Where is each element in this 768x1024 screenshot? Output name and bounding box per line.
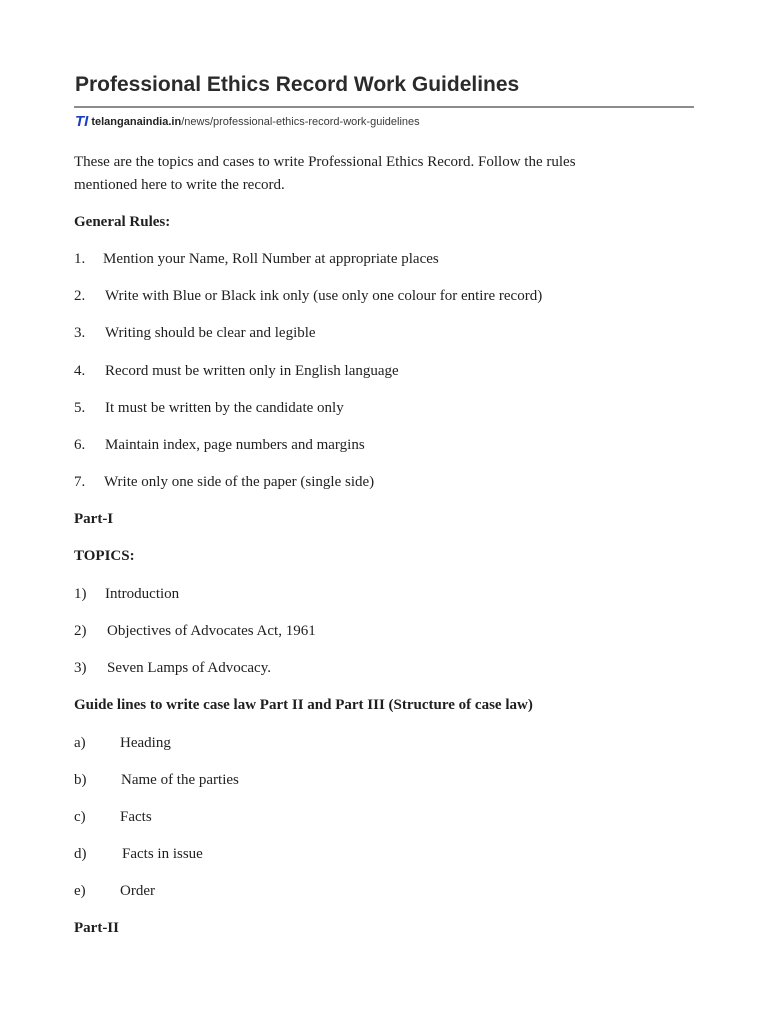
list-item-text: Write with Blue or Black ink only (use only one colour for entire record): [105, 288, 543, 304]
case-law-guidelines-heading: Guide lines to write case law Part II and Part III (Structure of case law): [74, 697, 533, 713]
intro-line-1: These are the topics and cases to write Professional Ethics Record. Follow the rules: [74, 154, 576, 170]
list-item-text: Maintain index, page numbers and margins: [105, 437, 365, 453]
list-item-number: b): [74, 772, 87, 788]
list-item-number: e): [74, 883, 86, 899]
list-item-text: Mention your Name, Roll Number at appropriate places: [103, 251, 439, 267]
page-title: Professional Ethics Record Work Guidelines: [75, 73, 520, 96]
list-item-text: Heading: [120, 735, 171, 751]
list-item-number: 5.: [74, 400, 86, 416]
list-item-number: a): [74, 735, 86, 751]
list-item-number: d): [74, 846, 87, 862]
list-item-number: c): [74, 809, 86, 825]
list-item-number: 4.: [74, 363, 86, 379]
intro-line-2: mentioned here to write the record.: [74, 177, 285, 193]
part-1-heading: Part-I: [74, 511, 114, 527]
list-item-number: 1.: [74, 251, 86, 267]
list-item-number: 2): [74, 623, 87, 639]
list-item-number: 7.: [74, 474, 86, 490]
list-item-text: Objectives of Advocates Act, 1961: [107, 623, 316, 639]
list-item-text: Seven Lamps of Advocacy.: [107, 660, 271, 676]
source-path[interactable]: /news/professional-ethics-record-work-guidelines: [181, 116, 420, 128]
telanganaindia-logo-icon: TI: [75, 113, 89, 130]
list-item-text: Order: [120, 883, 155, 899]
source-domain[interactable]: telanganaindia.in: [91, 116, 182, 128]
list-item-number: 6.: [74, 437, 86, 453]
part-2-heading: Part-II: [74, 920, 119, 936]
source-line: [75, 113, 420, 131]
list-item-number: 1): [74, 586, 87, 602]
general-rules-heading: General Rules:: [74, 214, 171, 230]
list-item-number: 3.: [74, 325, 86, 341]
title-divider: [74, 106, 694, 108]
list-item-text: Writing should be clear and legible: [105, 325, 316, 341]
list-item-text: Facts in issue: [122, 846, 203, 862]
list-item-number: 3): [74, 660, 87, 676]
list-item-text: Record must be written only in English language: [105, 363, 399, 379]
list-item-text: It must be written by the candidate only: [105, 400, 344, 416]
topics-heading: TOPICS:: [74, 548, 135, 564]
list-item-text: Facts: [120, 809, 152, 825]
list-item-number: 2.: [74, 288, 86, 304]
list-item-text: Name of the parties: [121, 772, 239, 788]
list-item-text: Write only one side of the paper (single side): [104, 474, 375, 490]
list-item-text: Introduction: [105, 586, 180, 602]
